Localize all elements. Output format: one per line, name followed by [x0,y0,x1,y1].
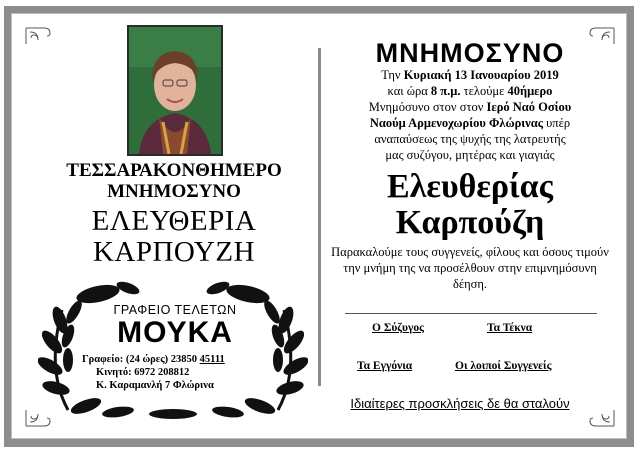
deceased-last-name: ΚΑΡΠΟΥΖΗ [92,236,256,268]
relative-other: Οι λοιποί Συγγενείς [455,360,552,372]
vertical-divider [318,48,321,386]
memorial-title: ΜΝΗΜΟΣΥΝΟ [375,38,565,68]
relative-grandchildren: Τα Εγγόνια [357,360,413,372]
heading-forty-days: ΤΕΣΣΑΡΑΚΟΝΘΗΜΕΡΟ [66,160,282,181]
office-mobile: Κινητό: 6972 208812 [96,367,190,378]
deceased-first-name: ΕΛΕΥΘΕΡΙΑ [91,205,257,237]
funeral-office-name: ΜΟΥΚΑ [117,316,233,349]
heading-memorial: ΜΝΗΜΟΣΥΝΟ [107,181,241,202]
invitation-paragraph: Παρακαλούμε τους συγγενείς, φίλους και όσους τιμούν την μνήμη της να προσέλθουν στην επιμνημόσυνη δέηση. [331,245,609,291]
horizontal-rule [345,313,597,314]
no-invitations-note: Ιδιαίτερες προσκλήσεις δε θα σταλούν [350,396,570,411]
office-address: Κ. Καραμανλή 7 Φλώρινα [96,380,214,391]
office-phone: Γραφείο: (24 ώρες) 23850 45111 [82,354,225,365]
relative-spouse: Ο Σύζυγος [372,322,425,334]
funeral-office-label: ΓΡΑΦΕΙΟ ΤΕΛΕΤΩΝ [113,303,237,317]
laurel-wreath-icon [38,280,308,420]
relative-children: Τα Τέκνα [487,322,533,334]
announcement-paragraph: Την Κυριακή 13 Ιανουαρίου 2019 και ώρα 8 π.μ. τελούμε 40ήμερο Μνημόσυνο στον στον Ιερό Ναό Οσίου Ναούμ Αρμενοχωρίου Φλώρινας υπέρ αναπαύσεως της ψυχής της λατρευτής μας συζύγου, μητέρας και γιαγιάς [368,68,572,162]
corner-ornament-icon [24,26,60,52]
deceased-last-name-genitive: Καρπούζη [395,204,545,241]
deceased-first-name-genitive: Ελευθερίας [387,168,553,205]
portrait-photo [127,25,223,156]
